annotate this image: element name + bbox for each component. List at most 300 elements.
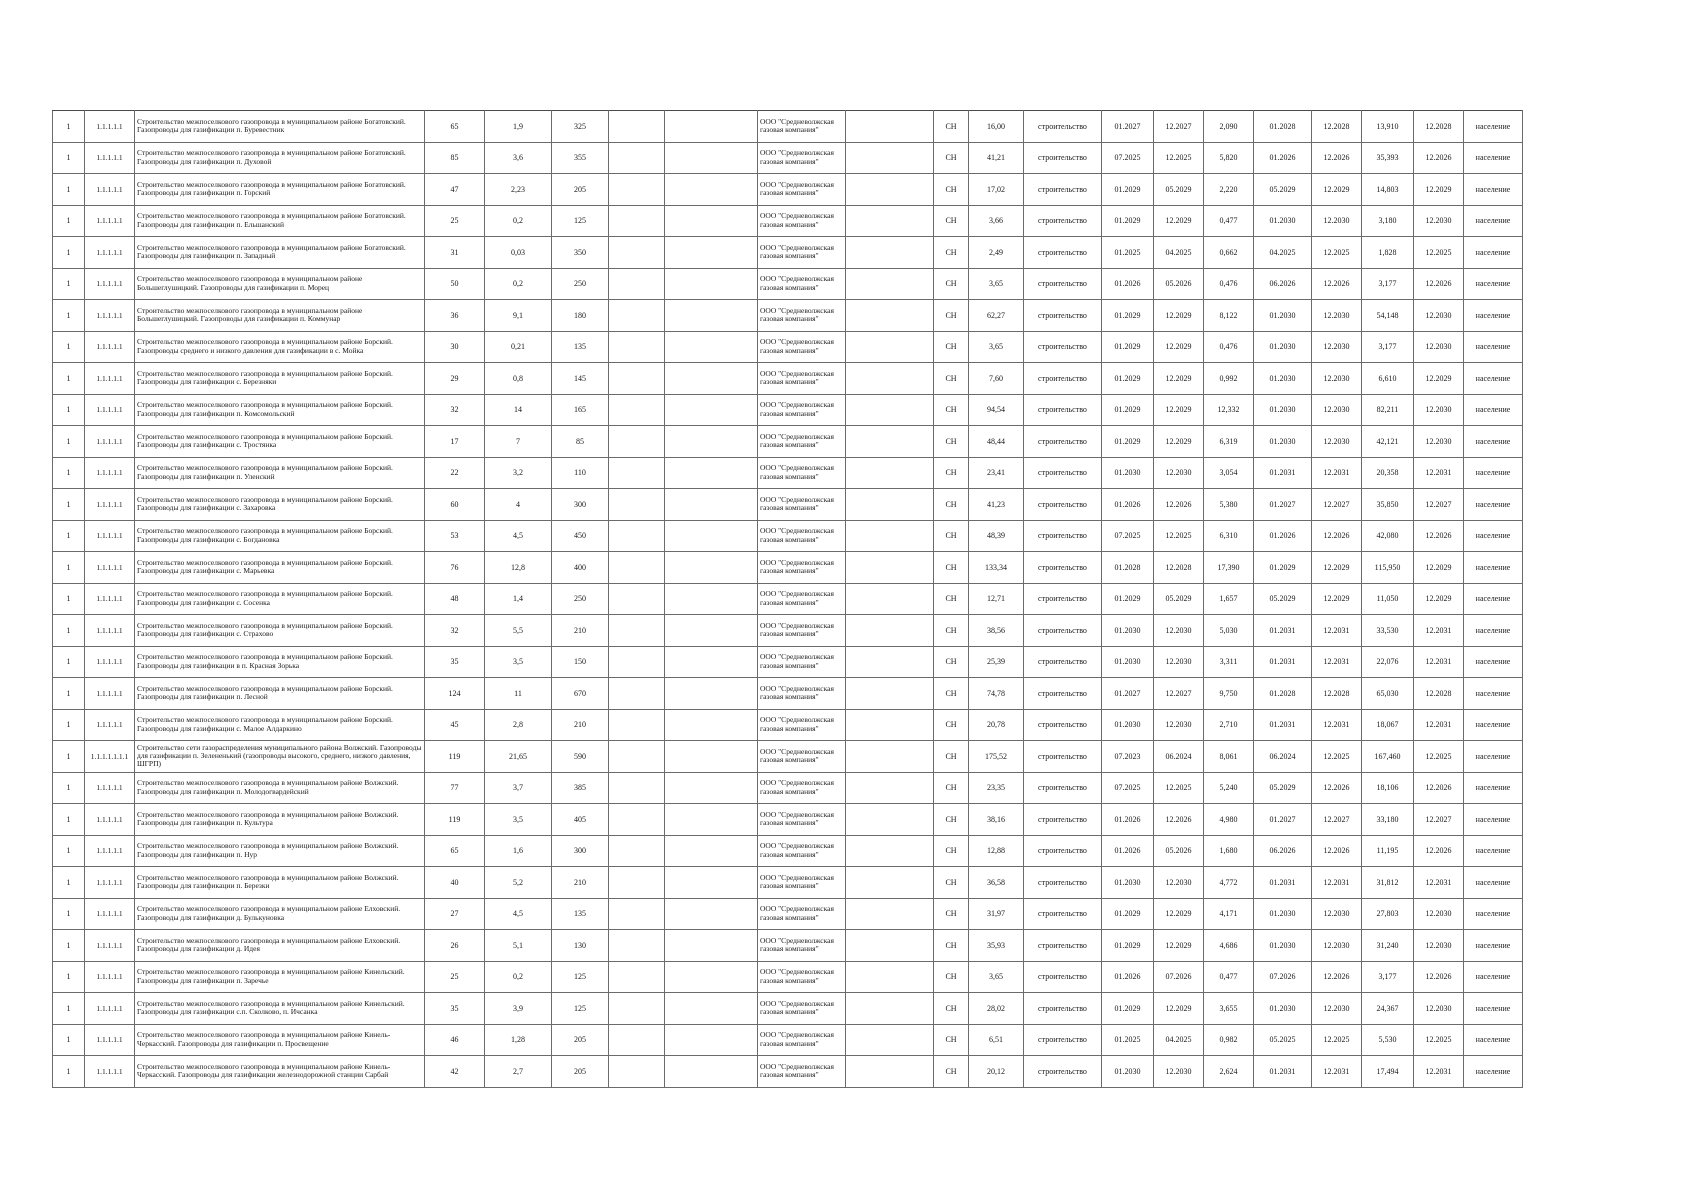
purpose-cell: население bbox=[1464, 394, 1523, 426]
table-row bbox=[53, 898, 1523, 930]
numeric-cell: 22 bbox=[425, 457, 485, 489]
row-code-cell: 1.1.1.1.1 bbox=[85, 1056, 135, 1088]
work-type-cell: строительство bbox=[1024, 111, 1102, 143]
value-cell: 4,772 bbox=[1204, 867, 1254, 899]
category-cell: СН bbox=[934, 205, 969, 237]
date-cell: 01.2026 bbox=[1102, 489, 1154, 521]
date-cell: 12.2030 bbox=[1312, 898, 1362, 930]
work-type-cell: строительство bbox=[1024, 363, 1102, 395]
date-cell: 01.2031 bbox=[1254, 646, 1312, 678]
empty-cell bbox=[609, 930, 665, 962]
table-row bbox=[53, 646, 1523, 678]
empty-cell bbox=[846, 804, 934, 836]
table-row bbox=[53, 300, 1523, 332]
numeric-cell: 3,5 bbox=[485, 804, 552, 836]
empty-cell bbox=[846, 331, 934, 363]
table-row bbox=[53, 867, 1523, 899]
date-cell: 12.2030 bbox=[1154, 615, 1204, 647]
date-cell: 12.2031 bbox=[1414, 646, 1464, 678]
table-row bbox=[53, 394, 1523, 426]
empty-cell bbox=[665, 898, 758, 930]
date-cell: 01.2030 bbox=[1254, 331, 1312, 363]
work-type-cell: строительство bbox=[1024, 741, 1102, 773]
category-cell: СН bbox=[934, 898, 969, 930]
value-cell: 1,828 bbox=[1362, 237, 1414, 269]
empty-cell bbox=[846, 678, 934, 710]
empty-cell bbox=[665, 489, 758, 521]
organization-cell: ООО "Средневолжская газовая компания" bbox=[758, 961, 846, 993]
numeric-cell: 2,7 bbox=[485, 1056, 552, 1088]
empty-cell bbox=[846, 205, 934, 237]
date-cell: 12.2031 bbox=[1312, 1056, 1362, 1088]
row-number-cell: 1 bbox=[53, 772, 85, 804]
row-number-cell: 1 bbox=[53, 961, 85, 993]
row-number-cell: 1 bbox=[53, 457, 85, 489]
numeric-cell: 119 bbox=[425, 741, 485, 773]
value-cell: 3,177 bbox=[1362, 331, 1414, 363]
value-cell: 4,686 bbox=[1204, 930, 1254, 962]
empty-cell bbox=[609, 709, 665, 741]
purpose-cell: население bbox=[1464, 772, 1523, 804]
row-number-cell: 1 bbox=[53, 615, 85, 647]
date-cell: 12.2031 bbox=[1312, 457, 1362, 489]
numeric-cell: 1,9 bbox=[485, 111, 552, 143]
work-type-cell: строительство bbox=[1024, 237, 1102, 269]
date-cell: 12.2031 bbox=[1312, 646, 1362, 678]
date-cell: 01.2026 bbox=[1254, 520, 1312, 552]
numeric-cell: 300 bbox=[552, 835, 609, 867]
row-number-cell: 1 bbox=[53, 174, 85, 206]
project-name-cell: Строительство межпоселкового газопровода в муниципальном районе Борский. Газопроводы для газификации с. Тростянка bbox=[135, 426, 425, 458]
cost-cell: 3,65 bbox=[969, 268, 1024, 300]
date-cell: 01.2030 bbox=[1102, 1056, 1154, 1088]
project-name-cell: Строительство межпоселкового газопровода в муниципальном районе Кинельский. Газопроводы для газификации п. Заречье bbox=[135, 961, 425, 993]
date-cell: 12.2030 bbox=[1312, 993, 1362, 1025]
row-code-cell: 1.1.1.1.1 bbox=[85, 961, 135, 993]
empty-cell bbox=[665, 363, 758, 395]
numeric-cell: 135 bbox=[552, 331, 609, 363]
date-cell: 01.2027 bbox=[1102, 111, 1154, 143]
organization-cell: ООО "Средневолжская газовая компания" bbox=[758, 741, 846, 773]
date-cell: 12.2025 bbox=[1414, 741, 1464, 773]
numeric-cell: 31 bbox=[425, 237, 485, 269]
empty-cell bbox=[609, 772, 665, 804]
row-number-cell: 1 bbox=[53, 678, 85, 710]
date-cell: 12.2031 bbox=[1312, 709, 1362, 741]
empty-cell bbox=[846, 741, 934, 773]
date-cell: 12.2028 bbox=[1154, 552, 1204, 584]
date-cell: 12.2030 bbox=[1414, 331, 1464, 363]
cost-cell: 23,35 bbox=[969, 772, 1024, 804]
date-cell: 12.2025 bbox=[1154, 142, 1204, 174]
cost-cell: 2,49 bbox=[969, 237, 1024, 269]
category-cell: СН bbox=[934, 331, 969, 363]
date-cell: 12.2026 bbox=[1312, 268, 1362, 300]
work-type-cell: строительство bbox=[1024, 142, 1102, 174]
date-cell: 12.2029 bbox=[1414, 363, 1464, 395]
value-cell: 35,393 bbox=[1362, 142, 1414, 174]
date-cell: 12.2027 bbox=[1312, 489, 1362, 521]
numeric-cell: 3,6 bbox=[485, 142, 552, 174]
empty-cell bbox=[609, 678, 665, 710]
row-number-cell: 1 bbox=[53, 552, 85, 584]
empty-cell bbox=[609, 741, 665, 773]
category-cell: СН bbox=[934, 615, 969, 647]
numeric-cell: 3,2 bbox=[485, 457, 552, 489]
value-cell: 17,494 bbox=[1362, 1056, 1414, 1088]
date-cell: 01.2029 bbox=[1102, 898, 1154, 930]
purpose-cell: население bbox=[1464, 583, 1523, 615]
row-number-cell: 1 bbox=[53, 520, 85, 552]
date-cell: 12.2030 bbox=[1414, 930, 1464, 962]
date-cell: 12.2026 bbox=[1414, 268, 1464, 300]
date-cell: 12.2029 bbox=[1154, 394, 1204, 426]
table-row bbox=[53, 1024, 1523, 1056]
numeric-cell: 210 bbox=[552, 615, 609, 647]
value-cell: 17,390 bbox=[1204, 552, 1254, 584]
numeric-cell: 3,9 bbox=[485, 993, 552, 1025]
work-type-cell: строительство bbox=[1024, 174, 1102, 206]
purpose-cell: население bbox=[1464, 993, 1523, 1025]
value-cell: 14,803 bbox=[1362, 174, 1414, 206]
empty-cell bbox=[609, 520, 665, 552]
value-cell: 2,710 bbox=[1204, 709, 1254, 741]
category-cell: СН bbox=[934, 268, 969, 300]
empty-cell bbox=[665, 142, 758, 174]
organization-cell: ООО "Средневолжская газовая компания" bbox=[758, 1024, 846, 1056]
cost-cell: 3,66 bbox=[969, 205, 1024, 237]
purpose-cell: население bbox=[1464, 615, 1523, 647]
category-cell: СН bbox=[934, 583, 969, 615]
row-number-cell: 1 bbox=[53, 1024, 85, 1056]
value-cell: 18,106 bbox=[1362, 772, 1414, 804]
project-name-cell: Строительство межпоселкового газопровода в муниципальном районе Борский. Газопроводы для газификации в п. Красная Зорька bbox=[135, 646, 425, 678]
numeric-cell: 25 bbox=[425, 961, 485, 993]
value-cell: 8,122 bbox=[1204, 300, 1254, 332]
purpose-cell: население bbox=[1464, 268, 1523, 300]
row-number-cell: 1 bbox=[53, 709, 85, 741]
numeric-cell: 145 bbox=[552, 363, 609, 395]
project-name-cell: Строительство сети газораспределения муниципального района Волжский. Газопроводы для газификации п. Зелененький (газопроводы высокого, среднего, низкого давления, ШГРП) bbox=[135, 741, 425, 773]
date-cell: 12.2027 bbox=[1414, 804, 1464, 836]
empty-cell bbox=[846, 426, 934, 458]
date-cell: 01.2030 bbox=[1102, 646, 1154, 678]
cost-cell: 48,44 bbox=[969, 426, 1024, 458]
category-cell: СН bbox=[934, 142, 969, 174]
purpose-cell: население bbox=[1464, 709, 1523, 741]
date-cell: 12.2030 bbox=[1414, 394, 1464, 426]
numeric-cell: 135 bbox=[552, 898, 609, 930]
numeric-cell: 48 bbox=[425, 583, 485, 615]
date-cell: 12.2031 bbox=[1414, 867, 1464, 899]
work-type-cell: строительство bbox=[1024, 961, 1102, 993]
empty-cell bbox=[609, 426, 665, 458]
empty-cell bbox=[846, 237, 934, 269]
date-cell: 12.2030 bbox=[1154, 646, 1204, 678]
empty-cell bbox=[665, 741, 758, 773]
date-cell: 06.2026 bbox=[1254, 835, 1312, 867]
date-cell: 12.2031 bbox=[1414, 457, 1464, 489]
row-number-cell: 1 bbox=[53, 741, 85, 773]
empty-cell bbox=[609, 394, 665, 426]
row-code-cell: 1.1.1.1.1.1.1 bbox=[85, 741, 135, 773]
organization-cell: ООО "Средневолжская газовая компания" bbox=[758, 142, 846, 174]
date-cell: 01.2025 bbox=[1102, 237, 1154, 269]
cost-cell: 74,78 bbox=[969, 678, 1024, 710]
row-number-cell: 1 bbox=[53, 394, 85, 426]
empty-cell bbox=[665, 615, 758, 647]
value-cell: 82,211 bbox=[1362, 394, 1414, 426]
purpose-cell: население bbox=[1464, 426, 1523, 458]
empty-cell bbox=[846, 646, 934, 678]
date-cell: 01.2029 bbox=[1102, 426, 1154, 458]
organization-cell: ООО "Средневолжская газовая компания" bbox=[758, 930, 846, 962]
organization-cell: ООО "Средневолжская газовая компания" bbox=[758, 646, 846, 678]
date-cell: 12.2030 bbox=[1312, 426, 1362, 458]
value-cell: 33,530 bbox=[1362, 615, 1414, 647]
date-cell: 12.2029 bbox=[1154, 930, 1204, 962]
numeric-cell: 150 bbox=[552, 646, 609, 678]
value-cell: 35,850 bbox=[1362, 489, 1414, 521]
category-cell: СН bbox=[934, 961, 969, 993]
empty-cell bbox=[609, 552, 665, 584]
category-cell: СН bbox=[934, 930, 969, 962]
numeric-cell: 450 bbox=[552, 520, 609, 552]
empty-cell bbox=[665, 174, 758, 206]
date-cell: 12.2029 bbox=[1312, 174, 1362, 206]
value-cell: 6,319 bbox=[1204, 426, 1254, 458]
numeric-cell: 50 bbox=[425, 268, 485, 300]
empty-cell bbox=[665, 331, 758, 363]
date-cell: 12.2025 bbox=[1312, 237, 1362, 269]
row-number-cell: 1 bbox=[53, 646, 85, 678]
organization-cell: ООО "Средневолжская газовая компания" bbox=[758, 1056, 846, 1088]
category-cell: СН bbox=[934, 300, 969, 332]
cost-cell: 31,97 bbox=[969, 898, 1024, 930]
date-cell: 12.2025 bbox=[1414, 1024, 1464, 1056]
table-row bbox=[53, 615, 1523, 647]
work-type-cell: строительство bbox=[1024, 898, 1102, 930]
category-cell: СН bbox=[934, 741, 969, 773]
value-cell: 3,177 bbox=[1362, 268, 1414, 300]
category-cell: СН bbox=[934, 111, 969, 143]
table-row bbox=[53, 709, 1523, 741]
numeric-cell: 355 bbox=[552, 142, 609, 174]
numeric-cell: 124 bbox=[425, 678, 485, 710]
date-cell: 12.2030 bbox=[1312, 930, 1362, 962]
row-code-cell: 1.1.1.1.1 bbox=[85, 489, 135, 521]
row-code-cell: 1.1.1.1.1 bbox=[85, 1024, 135, 1056]
value-cell: 4,980 bbox=[1204, 804, 1254, 836]
organization-cell: ООО "Средневолжская газовая компания" bbox=[758, 993, 846, 1025]
row-number-cell: 1 bbox=[53, 930, 85, 962]
row-number-cell: 1 bbox=[53, 583, 85, 615]
value-cell: 0,477 bbox=[1204, 961, 1254, 993]
row-code-cell: 1.1.1.1.1 bbox=[85, 142, 135, 174]
date-cell: 12.2028 bbox=[1414, 678, 1464, 710]
empty-cell bbox=[846, 867, 934, 899]
date-cell: 01.2029 bbox=[1102, 930, 1154, 962]
row-code-cell: 1.1.1.1.1 bbox=[85, 205, 135, 237]
numeric-cell: 5,5 bbox=[485, 615, 552, 647]
value-cell: 6,610 bbox=[1362, 363, 1414, 395]
purpose-cell: население bbox=[1464, 741, 1523, 773]
date-cell: 12.2030 bbox=[1312, 300, 1362, 332]
work-type-cell: строительство bbox=[1024, 426, 1102, 458]
numeric-cell: 76 bbox=[425, 552, 485, 584]
date-cell: 05.2029 bbox=[1154, 583, 1204, 615]
purpose-cell: население bbox=[1464, 898, 1523, 930]
empty-cell bbox=[846, 1024, 934, 1056]
purpose-cell: население bbox=[1464, 205, 1523, 237]
date-cell: 12.2030 bbox=[1154, 457, 1204, 489]
empty-cell bbox=[665, 583, 758, 615]
organization-cell: ООО "Средневолжская газовая компания" bbox=[758, 268, 846, 300]
empty-cell bbox=[846, 489, 934, 521]
row-code-cell: 1.1.1.1.1 bbox=[85, 426, 135, 458]
cost-cell: 16,00 bbox=[969, 111, 1024, 143]
numeric-cell: 30 bbox=[425, 331, 485, 363]
date-cell: 12.2029 bbox=[1312, 583, 1362, 615]
category-cell: СН bbox=[934, 552, 969, 584]
table-row bbox=[53, 678, 1523, 710]
date-cell: 12.2029 bbox=[1414, 552, 1464, 584]
table-row bbox=[53, 772, 1523, 804]
row-code-cell: 1.1.1.1.1 bbox=[85, 331, 135, 363]
project-name-cell: Строительство межпоселкового газопровода в муниципальном районе Елховский. Газопроводы для газификации д. Булькуновка bbox=[135, 898, 425, 930]
value-cell: 5,240 bbox=[1204, 772, 1254, 804]
date-cell: 01.2026 bbox=[1102, 835, 1154, 867]
table-row bbox=[53, 1056, 1523, 1088]
numeric-cell: 130 bbox=[552, 930, 609, 962]
category-cell: СН bbox=[934, 174, 969, 206]
table-row bbox=[53, 237, 1523, 269]
date-cell: 01.2026 bbox=[1102, 961, 1154, 993]
cost-cell: 12,71 bbox=[969, 583, 1024, 615]
empty-cell bbox=[665, 426, 758, 458]
project-name-cell: Строительство межпоселкового газопровода в муниципальном районе Борский. Газопроводы для газификации с. Марьевка bbox=[135, 552, 425, 584]
value-cell: 3,054 bbox=[1204, 457, 1254, 489]
organization-cell: ООО "Средневолжская газовая компания" bbox=[758, 363, 846, 395]
date-cell: 12.2030 bbox=[1414, 205, 1464, 237]
project-name-cell: Строительство межпоселкового газопровода в муниципальном районе Борский. Газопроводы для газификации с. Богдановка bbox=[135, 520, 425, 552]
purpose-cell: население bbox=[1464, 174, 1523, 206]
row-number-cell: 1 bbox=[53, 898, 85, 930]
numeric-cell: 2,23 bbox=[485, 174, 552, 206]
value-cell: 1,657 bbox=[1204, 583, 1254, 615]
row-code-cell: 1.1.1.1.1 bbox=[85, 111, 135, 143]
table-row bbox=[53, 961, 1523, 993]
work-type-cell: строительство bbox=[1024, 615, 1102, 647]
row-number-cell: 1 bbox=[53, 205, 85, 237]
empty-cell bbox=[609, 1024, 665, 1056]
numeric-cell: 590 bbox=[552, 741, 609, 773]
empty-cell bbox=[609, 993, 665, 1025]
date-cell: 12.2029 bbox=[1312, 552, 1362, 584]
row-code-cell: 1.1.1.1.1 bbox=[85, 709, 135, 741]
purpose-cell: население bbox=[1464, 300, 1523, 332]
cost-cell: 6,51 bbox=[969, 1024, 1024, 1056]
project-name-cell: Строительство межпоселкового газопровода в муниципальном районе Борский. Газопроводы для газификации п. Лесной bbox=[135, 678, 425, 710]
cost-cell: 35,93 bbox=[969, 930, 1024, 962]
work-type-cell: строительство bbox=[1024, 709, 1102, 741]
empty-cell bbox=[846, 552, 934, 584]
organization-cell: ООО "Средневолжская газовая компания" bbox=[758, 300, 846, 332]
organization-cell: ООО "Средневолжская газовая компания" bbox=[758, 520, 846, 552]
cost-cell: 3,65 bbox=[969, 331, 1024, 363]
date-cell: 12.2030 bbox=[1312, 363, 1362, 395]
date-cell: 12.2026 bbox=[1312, 961, 1362, 993]
row-code-cell: 1.1.1.1.1 bbox=[85, 520, 135, 552]
project-name-cell: Строительство межпоселкового газопровода в муниципальном районе Борский. Газопроводы для газификации с. Малое Алдаркино bbox=[135, 709, 425, 741]
work-type-cell: строительство bbox=[1024, 268, 1102, 300]
table-row bbox=[53, 205, 1523, 237]
numeric-cell: 125 bbox=[552, 205, 609, 237]
project-name-cell: Строительство межпоселкового газопровода в муниципальном районе Волжский. Газопроводы для газификации п. Нур bbox=[135, 835, 425, 867]
date-cell: 12.2030 bbox=[1312, 205, 1362, 237]
numeric-cell: 4 bbox=[485, 489, 552, 521]
numeric-cell: 325 bbox=[552, 111, 609, 143]
empty-cell bbox=[665, 205, 758, 237]
investment-program-table bbox=[52, 110, 1523, 1088]
numeric-cell: 4,5 bbox=[485, 520, 552, 552]
empty-cell bbox=[665, 394, 758, 426]
date-cell: 01.2031 bbox=[1254, 457, 1312, 489]
date-cell: 12.2029 bbox=[1154, 363, 1204, 395]
organization-cell: ООО "Средневолжская газовая компания" bbox=[758, 678, 846, 710]
work-type-cell: строительство bbox=[1024, 552, 1102, 584]
empty-cell bbox=[609, 804, 665, 836]
numeric-cell: 3,5 bbox=[485, 646, 552, 678]
date-cell: 05.2029 bbox=[1254, 772, 1312, 804]
empty-cell bbox=[609, 111, 665, 143]
value-cell: 9,750 bbox=[1204, 678, 1254, 710]
organization-cell: ООО "Средневолжская газовая компания" bbox=[758, 237, 846, 269]
value-cell: 5,530 bbox=[1362, 1024, 1414, 1056]
numeric-cell: 17 bbox=[425, 426, 485, 458]
numeric-cell: 0,8 bbox=[485, 363, 552, 395]
work-type-cell: строительство bbox=[1024, 394, 1102, 426]
numeric-cell: 14 bbox=[485, 394, 552, 426]
purpose-cell: население bbox=[1464, 363, 1523, 395]
numeric-cell: 180 bbox=[552, 300, 609, 332]
numeric-cell: 1,4 bbox=[485, 583, 552, 615]
date-cell: 12.2026 bbox=[1414, 961, 1464, 993]
date-cell: 12.2029 bbox=[1414, 583, 1464, 615]
row-code-cell: 1.1.1.1.1 bbox=[85, 898, 135, 930]
date-cell: 12.2030 bbox=[1312, 394, 1362, 426]
organization-cell: ООО "Средневолжская газовая компания" bbox=[758, 835, 846, 867]
empty-cell bbox=[665, 772, 758, 804]
date-cell: 01.2029 bbox=[1102, 993, 1154, 1025]
date-cell: 12.2026 bbox=[1312, 520, 1362, 552]
numeric-cell: 125 bbox=[552, 993, 609, 1025]
cost-cell: 41,23 bbox=[969, 489, 1024, 521]
empty-cell bbox=[665, 993, 758, 1025]
numeric-cell: 77 bbox=[425, 772, 485, 804]
date-cell: 12.2030 bbox=[1414, 300, 1464, 332]
empty-cell bbox=[665, 709, 758, 741]
row-code-cell: 1.1.1.1.1 bbox=[85, 804, 135, 836]
category-cell: СН bbox=[934, 1056, 969, 1088]
date-cell: 12.2027 bbox=[1154, 111, 1204, 143]
numeric-cell: 45 bbox=[425, 709, 485, 741]
date-cell: 12.2029 bbox=[1154, 331, 1204, 363]
table-row bbox=[53, 268, 1523, 300]
date-cell: 01.2025 bbox=[1102, 1024, 1154, 1056]
purpose-cell: население bbox=[1464, 678, 1523, 710]
numeric-cell: 205 bbox=[552, 174, 609, 206]
